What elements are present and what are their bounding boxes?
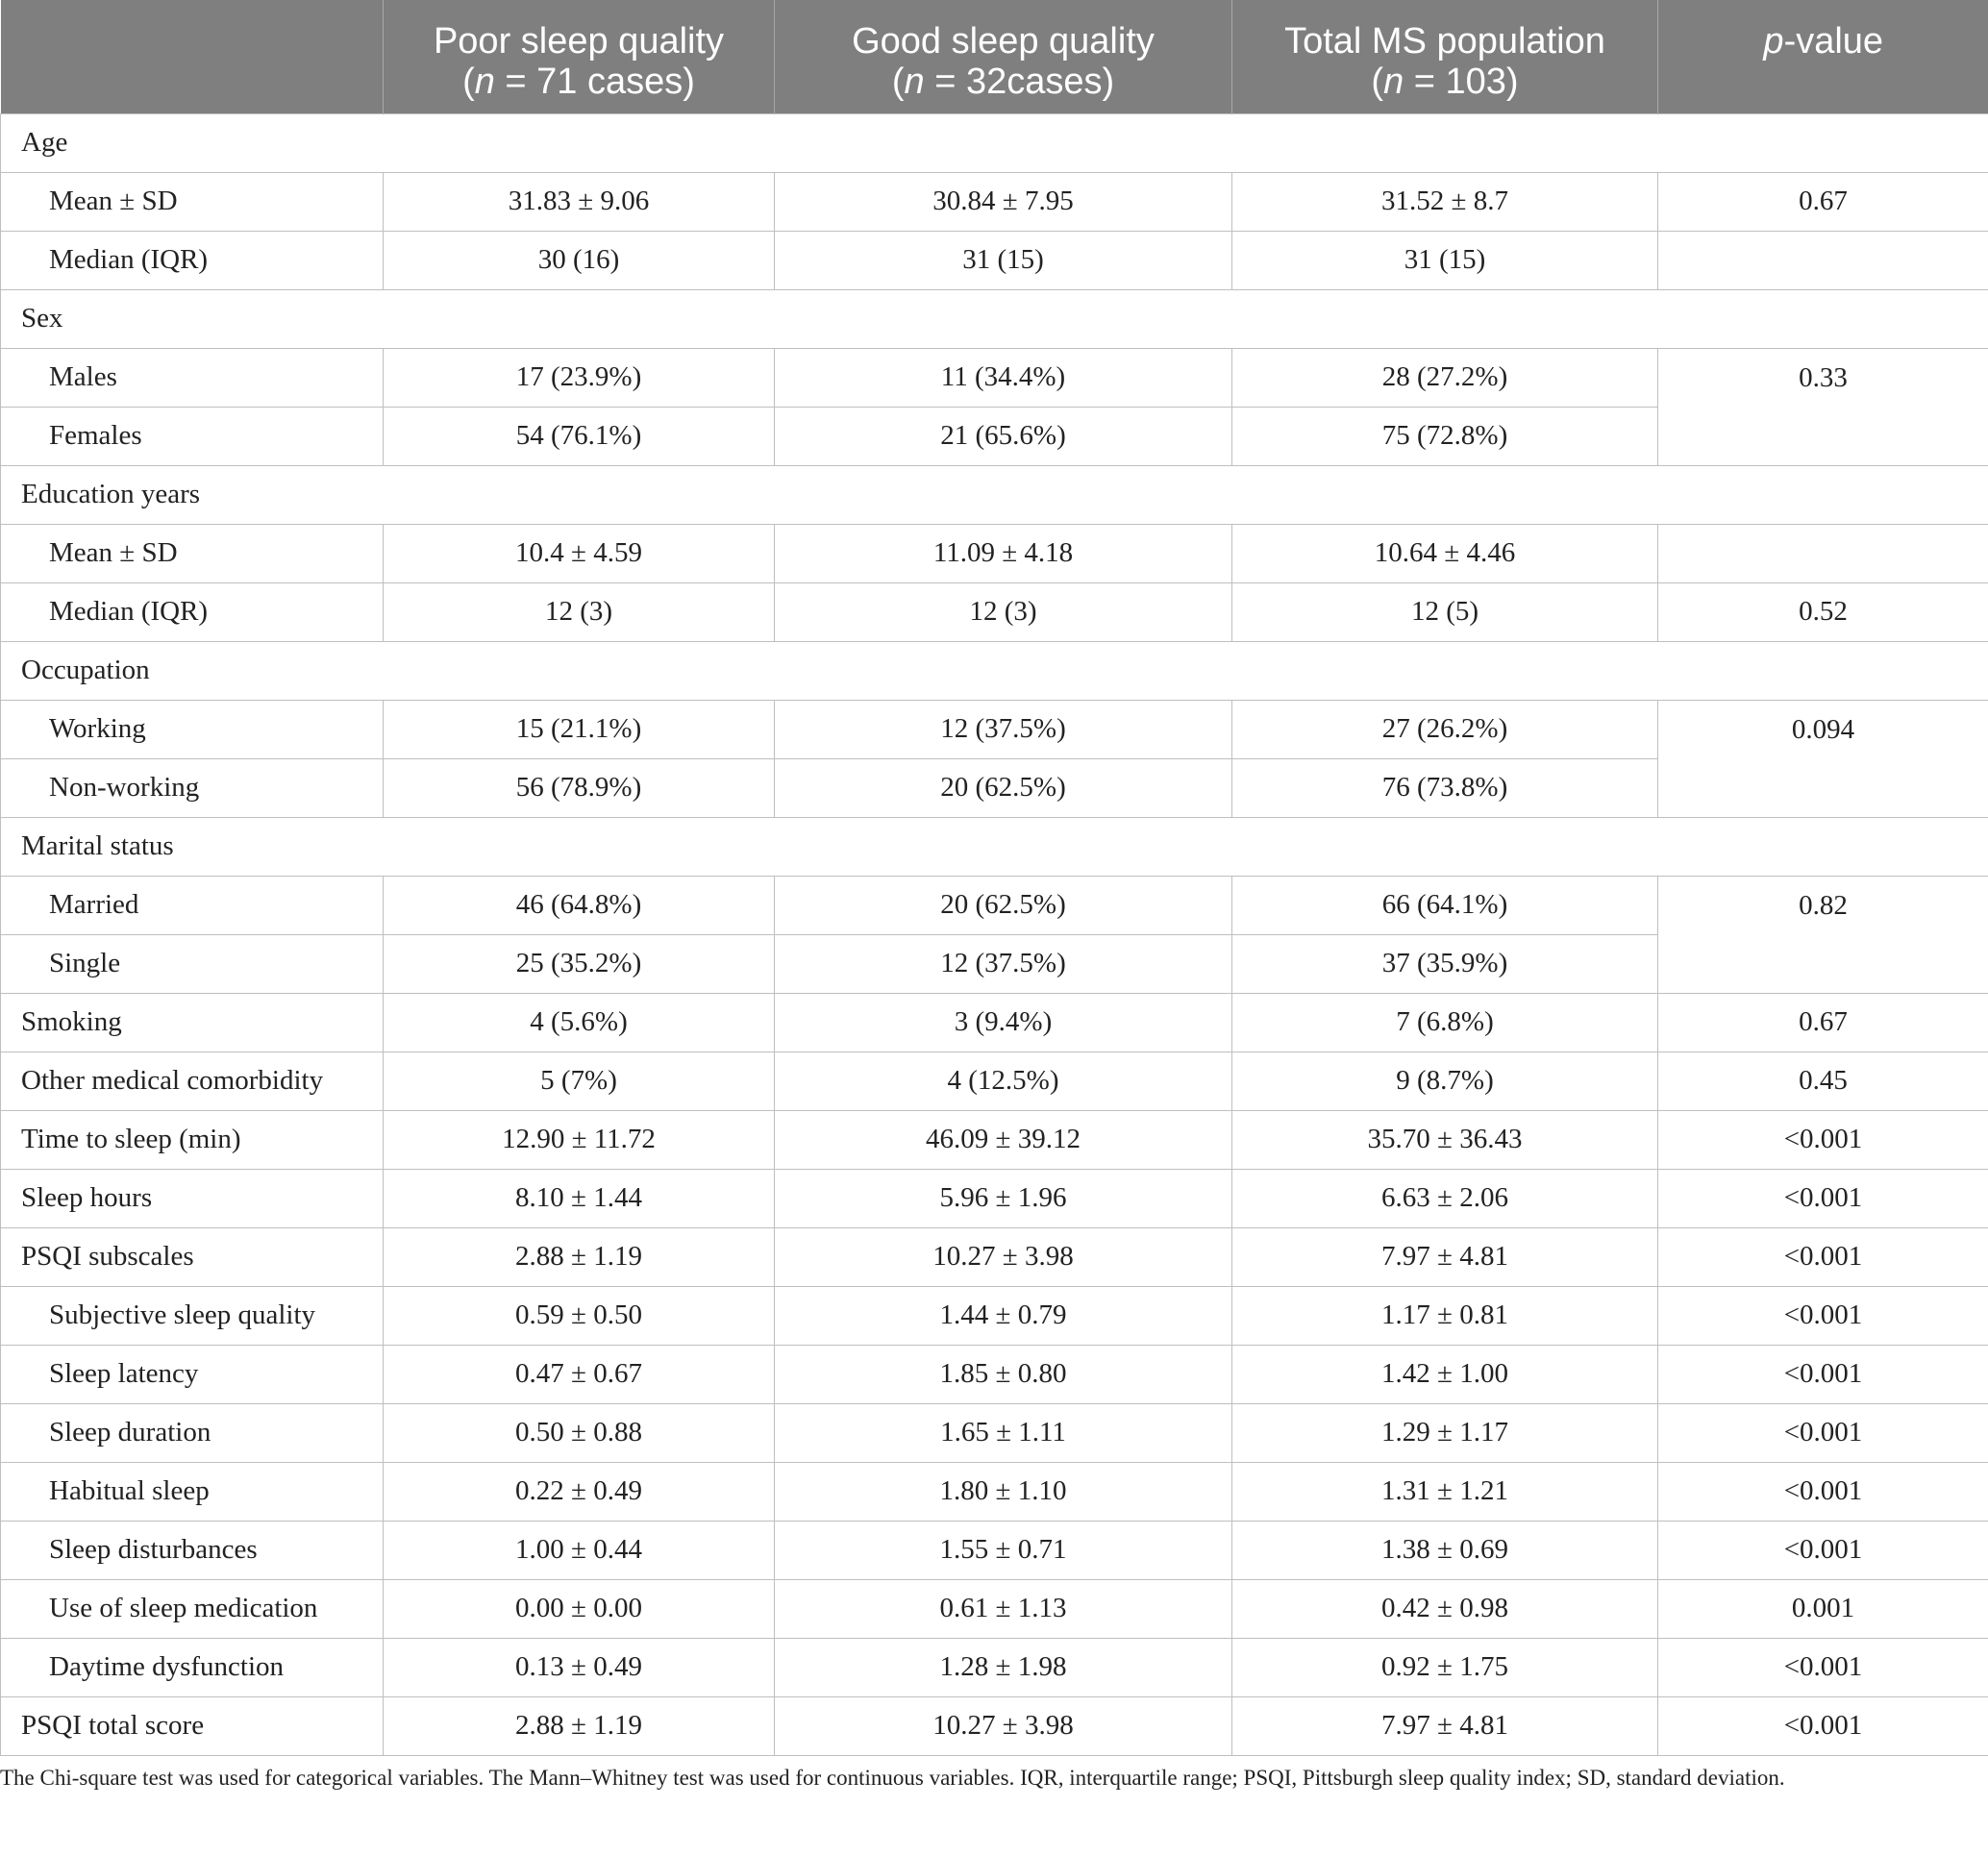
cell-poor-sleep: 0.59 ± 0.50 [384,1286,775,1345]
cell-total: 1.29 ± 1.17 [1232,1403,1658,1462]
cell-total: 1.17 ± 0.81 [1232,1286,1658,1345]
header-row [1,0,1988,113]
cell-p-value: 0.094 [1658,700,1988,817]
column-header-title: Poor sleep quality [433,21,725,62]
cell-total: 10.64 ± 4.46 [1232,524,1658,582]
table-row [1,993,1988,1052]
column-header-title: Total MS population [1284,21,1605,62]
cell-p-value: <0.001 [1658,1169,1988,1227]
count-text: = 71 cases) [494,62,695,102]
cell-poor-sleep: 2.88 ± 1.19 [384,1227,775,1286]
cell-good-sleep: 1.80 ± 1.10 [775,1462,1232,1521]
cell-p-value: 0.45 [1658,1052,1988,1110]
group-label: Education years [1,465,1988,524]
table-row [1,1521,1988,1579]
cell-total: 66 (64.1%) [1232,876,1658,934]
group-row [1,817,1988,876]
cell-good-sleep: 1.65 ± 1.11 [775,1403,1232,1462]
cell-total: 1.31 ± 1.21 [1232,1462,1658,1521]
cell-poor-sleep: 4 (5.6%) [384,993,775,1052]
row-label: Subjective sleep quality [1,1286,384,1345]
column-header-count [462,62,695,102]
cell-poor-sleep: 0.50 ± 0.88 [384,1403,775,1462]
column-header-count [892,62,1114,102]
cell-poor-sleep: 1.00 ± 0.44 [384,1521,775,1579]
cell-p-value: <0.001 [1658,1696,1988,1755]
row-label: Sleep hours [1,1169,384,1227]
column-header-p-value [1658,0,1988,113]
cell-good-sleep: 11 (34.4%) [775,348,1232,407]
cell-good-sleep: 10.27 ± 3.98 [775,1696,1232,1755]
cell-poor-sleep: 54 (76.1%) [384,407,775,465]
row-label: Married [1,876,384,934]
cell-poor-sleep: 12 (3) [384,582,775,641]
table-row [1,172,1988,231]
column-header-total [1232,0,1658,113]
cell-p-value: <0.001 [1658,1286,1988,1345]
cell-p-value: 0.67 [1658,993,1988,1052]
row-label: Smoking [1,993,384,1052]
row-label: Mean ± SD [1,172,384,231]
table-row [1,231,1988,289]
cell-good-sleep: 0.61 ± 1.13 [775,1579,1232,1638]
row-label: Median (IQR) [1,582,384,641]
cell-good-sleep: 12 (3) [775,582,1232,641]
count-variable: n [904,62,925,102]
count-text: = 32cases) [924,62,1115,102]
row-label: Sleep latency [1,1345,384,1403]
group-label: Marital status [1,817,1988,876]
cell-total: 37 (35.9%) [1232,934,1658,993]
cell-good-sleep: 11.09 ± 4.18 [775,524,1232,582]
table-row [1,1286,1988,1345]
cell-p-value: <0.001 [1658,1462,1988,1521]
table-row [1,700,1988,758]
cell-poor-sleep: 5 (7%) [384,1052,775,1110]
cell-p-value: 0.33 [1658,348,1988,465]
row-label: Females [1,407,384,465]
cell-poor-sleep: 56 (78.9%) [384,758,775,817]
row-label: Non-working [1,758,384,817]
cell-p-value: <0.001 [1658,1227,1988,1286]
cell-poor-sleep: 46 (64.8%) [384,876,775,934]
cell-total: 27 (26.2%) [1232,700,1658,758]
cell-good-sleep: 1.55 ± 0.71 [775,1521,1232,1579]
row-label: PSQI total score [1,1696,384,1755]
cell-poor-sleep: 10.4 ± 4.59 [384,524,775,582]
row-label: Habitual sleep [1,1462,384,1521]
table-row [1,1169,1988,1227]
cell-good-sleep: 21 (65.6%) [775,407,1232,465]
cell-total: 12 (5) [1232,582,1658,641]
row-label: Sleep disturbances [1,1521,384,1579]
cell-total: 7.97 ± 4.81 [1232,1696,1658,1755]
row-label: Mean ± SD [1,524,384,582]
cell-p-value: 0.52 [1658,582,1988,641]
group-row [1,641,1988,700]
cell-good-sleep: 4 (12.5%) [775,1052,1232,1110]
table-row [1,876,1988,934]
cell-poor-sleep: 25 (35.2%) [384,934,775,993]
table-row [1,1052,1988,1110]
cell-good-sleep: 12 (37.5%) [775,700,1232,758]
cell-poor-sleep: 30 (16) [384,231,775,289]
count-open-paren: ( [1371,62,1384,102]
cell-total: 1.42 ± 1.00 [1232,1345,1658,1403]
column-header-poor-sleep [384,0,775,113]
cell-good-sleep: 20 (62.5%) [775,758,1232,817]
group-label: Occupation [1,641,1988,700]
row-label: Time to sleep (min) [1,1110,384,1169]
row-label: Working [1,700,384,758]
cell-total: 0.42 ± 0.98 [1232,1579,1658,1638]
cell-p-value: <0.001 [1658,1110,1988,1169]
cell-p-value: <0.001 [1658,1638,1988,1696]
cell-poor-sleep: 0.00 ± 0.00 [384,1579,775,1638]
group-label: Sex [1,289,1988,348]
cell-total: 6.63 ± 2.06 [1232,1169,1658,1227]
count-variable: n [1383,62,1404,102]
count-open-paren: ( [462,62,475,102]
cell-total: 7 (6.8%) [1232,993,1658,1052]
cell-good-sleep: 1.28 ± 1.98 [775,1638,1232,1696]
table-row [1,1638,1988,1696]
cell-p-value: 0.67 [1658,172,1988,231]
cell-good-sleep: 31 (15) [775,231,1232,289]
cell-poor-sleep: 2.88 ± 1.19 [384,1696,775,1755]
group-row [1,289,1988,348]
row-label: Median (IQR) [1,231,384,289]
row-label: Other medical comorbidity [1,1052,384,1110]
cell-p-value: <0.001 [1658,1403,1988,1462]
table-row [1,1110,1988,1169]
count-variable: n [474,62,495,102]
cell-good-sleep: 30.84 ± 7.95 [775,172,1232,231]
row-label: PSQI subscales [1,1227,384,1286]
cell-total: 1.38 ± 0.69 [1232,1521,1658,1579]
table-row [1,1403,1988,1462]
cell-poor-sleep: 0.47 ± 0.67 [384,1345,775,1403]
cell-poor-sleep: 31.83 ± 9.06 [384,172,775,231]
cell-total: 35.70 ± 36.43 [1232,1110,1658,1169]
table-row [1,1696,1988,1755]
row-label: Single [1,934,384,993]
row-label: Daytime dysfunction [1,1638,384,1696]
cell-poor-sleep: 15 (21.1%) [384,700,775,758]
column-header-good-sleep [775,0,1232,113]
cell-total: 28 (27.2%) [1232,348,1658,407]
cell-p-value: <0.001 [1658,1521,1988,1579]
cell-good-sleep: 10.27 ± 3.98 [775,1227,1232,1286]
table-row [1,1345,1988,1403]
cell-total: 9 (8.7%) [1232,1052,1658,1110]
cell-total: 76 (73.8%) [1232,758,1658,817]
cell-total: 0.92 ± 1.75 [1232,1638,1658,1696]
group-row [1,113,1988,172]
cell-p-value: 0.001 [1658,1579,1988,1638]
cell-good-sleep: 3 (9.4%) [775,993,1232,1052]
table-row [1,348,1988,407]
cell-p-value: 0.82 [1658,876,1988,993]
cell-p-value-empty [1658,231,1988,289]
table-row [1,1227,1988,1286]
cell-good-sleep: 12 (37.5%) [775,934,1232,993]
cell-total: 31 (15) [1232,231,1658,289]
group-label: Age [1,113,1988,172]
cell-p-value-empty [1658,524,1988,582]
table-footnote: The Chi-square test was used for categorical variables. The Mann–Whitney test was used for continuous variables. IQR, interquartile range; PSQI, Pittsburgh sleep quality index; SD, standard deviation. [0,1765,1785,1790]
table-row [1,1462,1988,1521]
cell-good-sleep: 46.09 ± 39.12 [775,1110,1232,1169]
cell-good-sleep: 1.85 ± 0.80 [775,1345,1232,1403]
cell-good-sleep: 1.44 ± 0.79 [775,1286,1232,1345]
cell-poor-sleep: 0.22 ± 0.49 [384,1462,775,1521]
cell-poor-sleep: 12.90 ± 11.72 [384,1110,775,1169]
column-header-count [1371,62,1518,102]
table-row [1,1579,1988,1638]
group-row [1,465,1988,524]
p-variable: p [1763,21,1784,62]
row-label: Sleep duration [1,1403,384,1462]
count-open-paren: ( [891,62,905,102]
cell-total: 7.97 ± 4.81 [1232,1227,1658,1286]
cell-good-sleep: 20 (62.5%) [775,876,1232,934]
table-row [1,524,1988,582]
p-value-text: -value [1783,21,1884,62]
cell-poor-sleep: 8.10 ± 1.44 [384,1169,775,1227]
column-header-title: Good sleep quality [852,21,1155,62]
cell-total: 75 (72.8%) [1232,407,1658,465]
cell-good-sleep: 5.96 ± 1.96 [775,1169,1232,1227]
table-row [1,582,1988,641]
count-text: = 103) [1404,62,1519,102]
cell-poor-sleep: 0.13 ± 0.49 [384,1638,775,1696]
column-header-variable [1,0,384,113]
cell-total: 31.52 ± 8.7 [1232,172,1658,231]
cell-p-value: <0.001 [1658,1345,1988,1403]
cell-poor-sleep: 17 (23.9%) [384,348,775,407]
row-label: Use of sleep medication [1,1579,384,1638]
row-label: Males [1,348,384,407]
